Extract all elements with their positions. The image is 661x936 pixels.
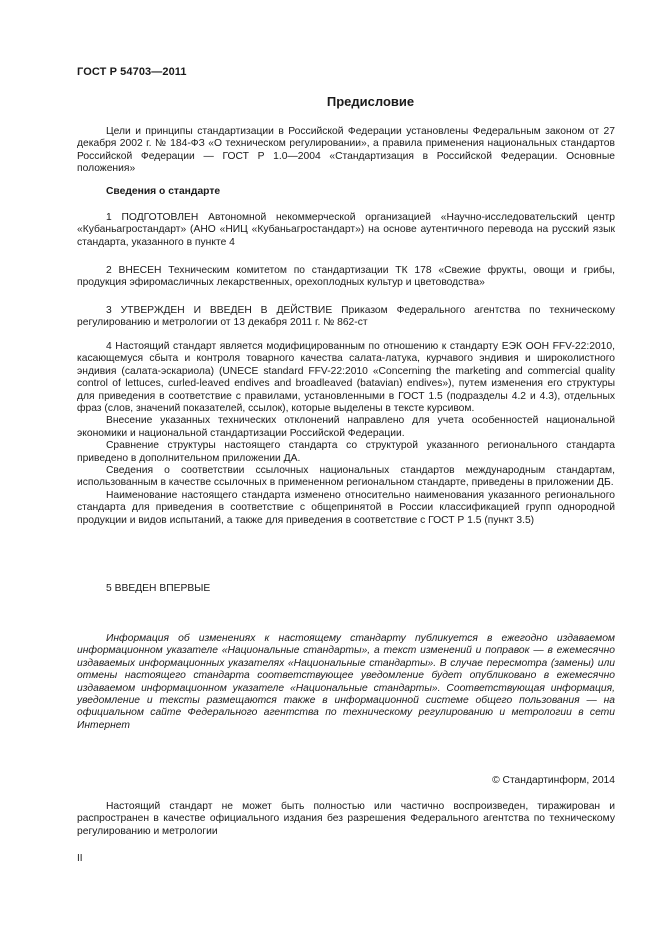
section-heading-block — [77, 186, 615, 198]
intro-paragraph: Цели и принципы стандартизации в Российской Федерации установлены Федеральным законом от 27 декабря 2002 г. № 184-ФЗ «О техническом регулировании», а правила применения национальных стандартов Российской Федерации — ГОСТ Р 1.0—2004 «Стандартизация в Российской Федерации. Основные положения» — [77, 126, 615, 175]
copyright: © Стандартинформ, 2014 — [492, 775, 615, 786]
section-heading: Сведения о стандарте — [106, 186, 221, 197]
notice-paragraph: Информация об изменениях к настоящему стандарту публикуется в ежегодно издаваемом информационном указателе «Национальные стандарты», а текст изменений и поправок — в ежемесячно издаваемых информационных указателях «Национальные стандарты». В случае пересмотра (замены) или отмены настоящего стандарта соответствующее уведомление будет опубликовано в ежемесячно издаваемом информационном указателе «Национальные стандарты». Соответствующая информация, уведомление и тексты размещаются также в информационной системе общего пользования — на официальном сайте Федерального агентства по техническому регулированию и метрологии в сети Интернет — [77, 633, 615, 731]
reproduction-notice: Настоящий стандарт не может быть полностью или частично воспроизведен, тиражирован и распространен в качестве официального издания без разрешения Федерального агентства по техническому регулированию и метрологии — [77, 801, 615, 837]
item-2: 2 ВНЕСЕН Техническим комитетом по стандартизации ТК 178 «Свежие фрукты, овощи и грибы, продукция эфиромасличных лекарственных, орехоплодных культур и цветоводства» — [77, 265, 615, 289]
document-code: ГОСТ Р 54703—2011 — [77, 66, 187, 78]
copyright-block — [77, 775, 615, 787]
item-3: 3 УТВЕРЖДЕН И ВВЕДЕН В ДЕЙСТВИЕ Приказом Федерального агентства по техническому регулированию и метрологии от 13 декабря 2011 г. № 862-ст — [77, 305, 615, 329]
item-5: 5 ВВЕДЕН ВПЕРВЫЕ — [106, 583, 211, 594]
page-number: II — [77, 853, 83, 864]
item-4-paragraph-2: Внесение указанных технических отклонений направлено для учета особенностей национальной экономики и национальной стандартизации Российской Федерации. — [77, 415, 615, 439]
reproduction-block — [77, 801, 615, 838]
item-5-block — [77, 583, 615, 595]
item-4-block — [77, 341, 615, 527]
item-1-block — [77, 212, 615, 249]
item-2-block — [77, 265, 615, 290]
item-4-paragraph-3: Сравнение структуры настоящего стандарта со структурой указанного регионального стандарта приведено в дополнительном приложении ДА. — [77, 440, 615, 464]
notice-block — [77, 633, 615, 732]
item-4: 4 Настоящий стандарт является модифицированным по отношению к стандарту ЕЭК ООН FFV-22:2010, касающемуся сбыта и контроля товарного качества салата-латука, курчавого эндивия и широколистного эндивия (салата-эскариола) (UNECE standard FFV-22:2010 «Concerning the marketing and commercial quality control of lettuces, curled-leaved endives and broadleaved (batavian) endives»), путем изменения его структуры для приведения в соответствие с правилами, установленными в ГОСТ 1.5 (подразделы 4.2 и 4.3), отдельных фраз (слов, значений показателей, ссылок), которые выделены в тексте курсивом. — [77, 341, 615, 415]
item-1: 1 ПОДГОТОВЛЕН Автономной некоммерческой организацией «Научно-исследовательский центр «Кубаньагростандарт» (АНО «НИЦ «Кубаньагростандарт») на основе аутентичного перевода на русский язык стандарта, указанного в пункте 4 — [77, 212, 615, 248]
item-4-paragraph-5: Наименование настоящего стандарта изменено относительно наименования указанного регионального стандарта для приведения в соответствие с общепринятой в России классификацией групп однородной продукции и видов испытаний, а также для приведения в соответствие с ГОСТ Р 1.5 (пункт 3.5) — [77, 489, 615, 526]
item-3-block — [77, 305, 615, 330]
page-title: Предисловие — [326, 94, 415, 109]
item-4-paragraph-4: Сведения о соответствии ссылочных национальных стандартов международным стандартам, использованным в качестве ссылочных в примененном региональном стандарте, приведены в приложении ДБ. — [77, 465, 615, 489]
intro-block — [77, 126, 615, 176]
